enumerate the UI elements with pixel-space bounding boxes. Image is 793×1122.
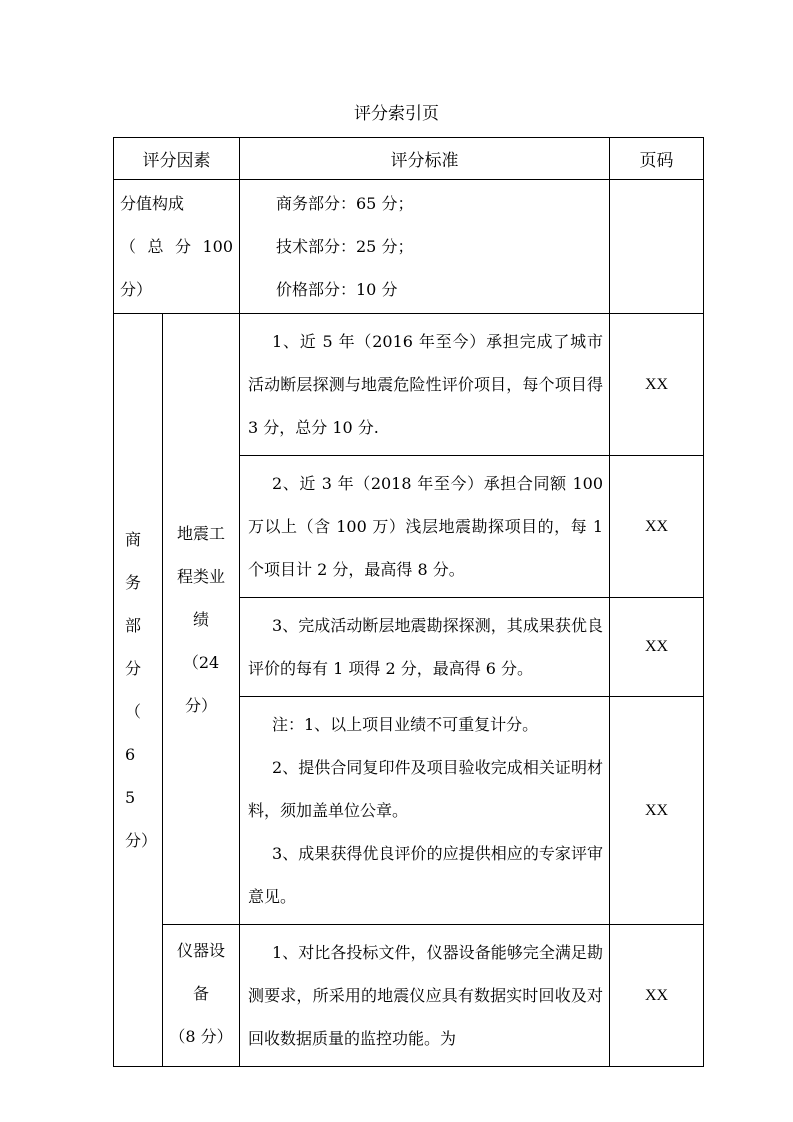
- seismic-label-line: 地震工: [176, 523, 225, 543]
- business-label-line: 分）: [125, 831, 158, 850]
- criterion-cell: [240, 314, 610, 456]
- criterion-page: XX: [610, 456, 704, 598]
- composition-page-cell: [610, 180, 704, 314]
- header-standard: 评分标准: [240, 138, 610, 180]
- seismic-label-line: 程类业: [176, 566, 225, 586]
- business-label-line: 务: [125, 573, 142, 592]
- business-section-label: [114, 314, 163, 1067]
- business-label-line: 商: [125, 530, 142, 549]
- equipment-criterion-cell: [240, 925, 610, 1067]
- equipment-label-line: （8 分）: [169, 1027, 233, 1046]
- equipment-label-line: 仪器设: [176, 941, 225, 960]
- composition-row: [114, 180, 704, 314]
- equipment-row: [114, 925, 704, 1067]
- note-line: 注：1、以上项目业绩不可重复计分。: [272, 715, 539, 734]
- equipment-label-line: 备: [192, 984, 209, 1003]
- note-line: 2、提供合同复印件及项目验收完成相关证明材料，须加盖单位公章。: [248, 758, 603, 820]
- equipment-label: [163, 925, 240, 1067]
- business-label-line: 5: [125, 788, 136, 807]
- note-line: 3、成果获得优良评价的应提供相应的专家评审意见。: [248, 844, 603, 906]
- table-header-row: [114, 138, 704, 180]
- criterion-text: 3、完成活动断层地震勘探探测，其成果获优良评价的每有 1 项得 2 分，最高得 6 分。: [248, 616, 603, 678]
- notes-cell: [240, 697, 610, 925]
- composition-factor-line2-part: 100: [202, 237, 233, 256]
- business-label-line: 部: [125, 616, 142, 635]
- composition-standard-cell: [240, 180, 610, 314]
- criteria-row: [114, 314, 704, 456]
- seismic-performance-label: [163, 314, 240, 925]
- composition-item: 商务部分：65 分；: [276, 194, 414, 213]
- business-label-line: 分: [125, 659, 142, 678]
- criterion-text: 2、近 3 年（2018 年至今）承担合同额 100 万以上（含 100 万）浅层地震勘探项目的，每 1 个项目计 2 分，最高得 8 分。: [248, 474, 603, 579]
- criterion-cell: [240, 456, 610, 598]
- header-factor: 评分因素: [114, 138, 240, 180]
- composition-factor-line2-part: 分: [174, 237, 191, 256]
- composition-item: 价格部分：10 分: [276, 280, 398, 299]
- notes-page: XX: [610, 697, 704, 925]
- composition-item: 技术部分：25 分；: [276, 237, 414, 256]
- composition-factor-line2-part: 总: [147, 237, 164, 256]
- seismic-label-line: （24: [182, 652, 220, 672]
- composition-factor-line3: 分）: [120, 280, 153, 299]
- composition-factor-line2-part: （: [120, 237, 137, 256]
- criterion-text: 1、近 5 年（2016 年至今）承担完成了城市活动断层探测与地震危险性评价项目，每个项目得 3 分，总分 10 分.: [248, 332, 603, 437]
- seismic-label-line: 分）: [184, 695, 217, 715]
- criterion-page: XX: [610, 598, 704, 697]
- composition-factor-line2: [120, 225, 233, 268]
- criterion-page: XX: [610, 314, 704, 456]
- page-title: 评分索引页: [354, 104, 439, 124]
- business-label-line: （ 6: [125, 702, 142, 764]
- equipment-page: XX: [610, 925, 704, 1067]
- criterion-cell: [240, 598, 610, 697]
- header-page: 页码: [610, 138, 704, 180]
- seismic-label-line: 绩: [192, 609, 209, 629]
- scoring-index-table: [113, 137, 704, 1067]
- equipment-criterion-text: 1、对比各投标文件，仪器设备能够完全满足勘测要求，所采用的地震仪应具有数据实时回收及对回收数据质量的监控功能。为: [248, 943, 603, 1048]
- composition-factor-cell: [114, 180, 240, 314]
- composition-factor-line1: 分值构成: [120, 194, 185, 213]
